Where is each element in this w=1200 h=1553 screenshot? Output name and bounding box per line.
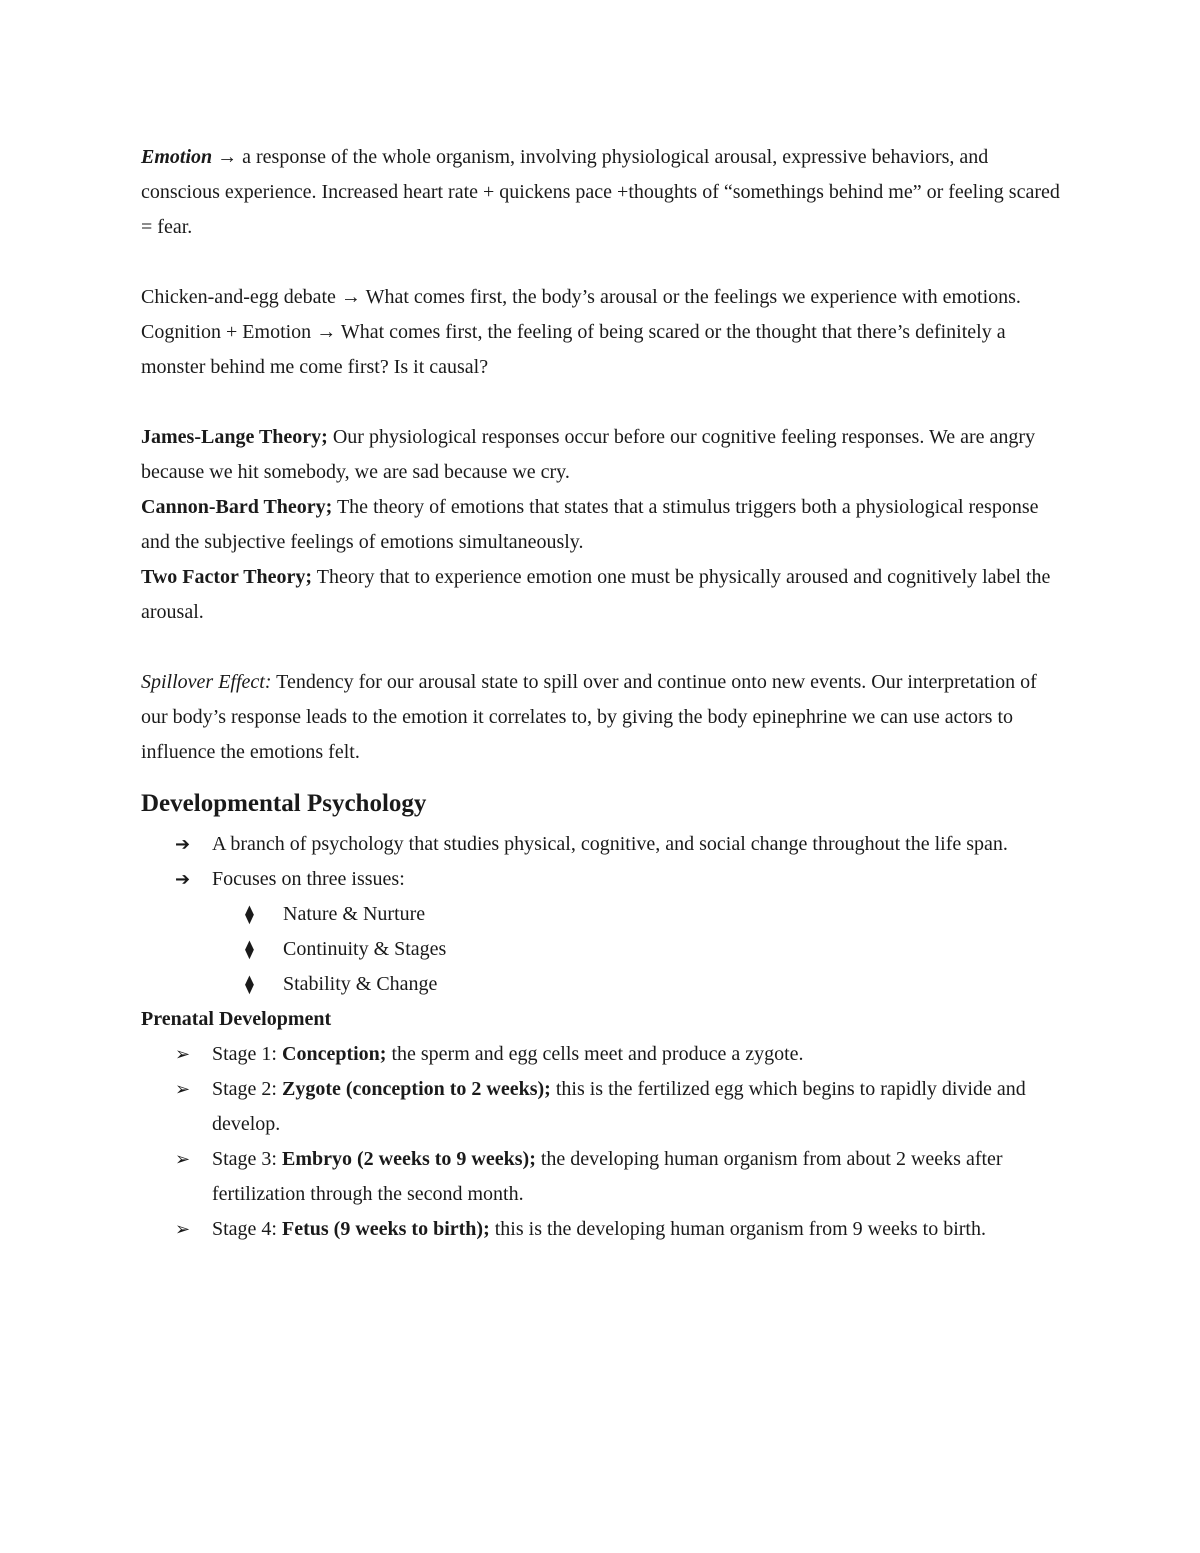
list-item-text: Stability & Change [283, 973, 438, 995]
stage-term: Zygote (conception to 2 weeks); [282, 1078, 551, 1100]
emotion-term: Emotion [141, 146, 213, 168]
arrowhead-bullet-icon: ➢ [175, 1079, 191, 1100]
stage-text: the developing human organism from about 2 weeks after fertilization through the second month. [212, 1148, 1003, 1205]
list-item-text: Continuity & Stages [283, 938, 447, 960]
list-item [141, 932, 1061, 967]
cognition-text: What comes first, the feeling of being scared or the thought that there’s definitely a monster behind me come first? Is it causal? [141, 321, 1006, 378]
spillover-text: Tendency for our arousal state to spill over and continue onto new events. Our interpretation of our body’s response leads to the emotion it correlates to, by giving the body epinephrine we can use actors to influence the emotions felt. [141, 671, 1037, 763]
chicken-egg-text: What comes first, the body’s arousal or the feelings we experience with emotions. [365, 286, 1021, 308]
emotion-definition: a response of the whole organism, involving physiological arousal, expressive behaviors, and conscious experience. Increased heart rate + quickens pace +thoughts of “somethings behind me” or feeling scared = fear. [141, 146, 1060, 238]
list-item [141, 1142, 1061, 1212]
arrow-symbol: → [217, 146, 238, 168]
cognition-paragraph [141, 315, 1061, 385]
theory-paragraph [141, 490, 1061, 560]
list-item [141, 862, 1061, 1002]
spacer [141, 245, 1061, 280]
prenatal-heading: Prenatal Development [141, 1008, 332, 1030]
list-item [141, 1072, 1061, 1142]
document-page [141, 140, 1061, 1247]
list-item [141, 897, 1061, 932]
diamond-bullet-icon: ⧫ [245, 939, 254, 960]
theory-paragraph [141, 420, 1061, 490]
arrow-symbol: → [340, 286, 361, 308]
stage-term: Fetus (9 weeks to birth); [282, 1218, 490, 1240]
spacer [141, 630, 1061, 665]
chicken-egg-term: Chicken-and-egg debate [141, 286, 336, 308]
theory-text: Our physiological responses occur before our cognitive feeling responses. We are angry because we hit somebody, we are sad because we cry. [141, 426, 1036, 483]
cognition-term: Cognition + Emotion [141, 321, 312, 343]
list-item [141, 967, 1061, 1002]
theory-paragraph [141, 560, 1061, 630]
prenatal-list [141, 1037, 1061, 1247]
stage-term: Embryo (2 weeks to 9 weeks); [282, 1148, 536, 1170]
list-item-text: Nature & Nurture [283, 903, 426, 925]
list-item-text: Focuses on three issues: [212, 868, 405, 890]
stage-text: this is the developing human organism from 9 weeks to birth. [494, 1218, 986, 1240]
theory-text: The theory of emotions that states that a stimulus triggers both a physiological response and the subjective feelings of emotions simultaneously. [141, 496, 1039, 553]
stage-term: Conception; [282, 1043, 387, 1065]
list-item-text: A branch of psychology that studies physical, cognitive, and social change throughout the life span. [212, 833, 1008, 855]
arrow-bullet-icon: ➔ [175, 869, 191, 890]
developmental-heading: Developmental Psychology [141, 790, 427, 817]
theory-term: Cannon-Bard Theory; [141, 496, 333, 518]
emotion-paragraph [141, 140, 1061, 245]
stage-prefix: Stage 1: [212, 1043, 277, 1065]
arrow-bullet-icon: ➔ [175, 834, 191, 855]
theory-term: Two Factor Theory; [141, 566, 313, 588]
diamond-bullet-icon: ⧫ [245, 904, 254, 925]
list-item [141, 827, 1061, 862]
arrowhead-bullet-icon: ➢ [175, 1219, 191, 1240]
stage-prefix: Stage 2: [212, 1078, 277, 1100]
arrowhead-bullet-icon: ➢ [175, 1149, 191, 1170]
spacer [141, 385, 1061, 420]
stage-prefix: Stage 3: [212, 1148, 277, 1170]
arrow-symbol: → [316, 321, 337, 343]
developmental-list [141, 827, 1061, 1002]
diamond-bullet-icon: ⧫ [245, 974, 254, 995]
spillover-paragraph [141, 665, 1061, 770]
list-item [141, 1212, 1061, 1247]
stage-prefix: Stage 4: [212, 1218, 277, 1240]
theory-term: James-Lange Theory; [141, 426, 328, 448]
issues-list [141, 897, 1061, 1002]
arrowhead-bullet-icon: ➢ [175, 1044, 191, 1065]
stage-text: this is the fertilized egg which begins to rapidly divide and develop. [212, 1078, 1026, 1135]
spillover-term: Spillover Effect: [141, 671, 272, 693]
chicken-egg-paragraph [141, 280, 1061, 315]
theory-text: Theory that to experience emotion one must be physically aroused and cognitively label the arousal. [141, 566, 1051, 623]
list-item [141, 1037, 1061, 1072]
stage-text: the sperm and egg cells meet and produce a zygote. [391, 1043, 804, 1065]
